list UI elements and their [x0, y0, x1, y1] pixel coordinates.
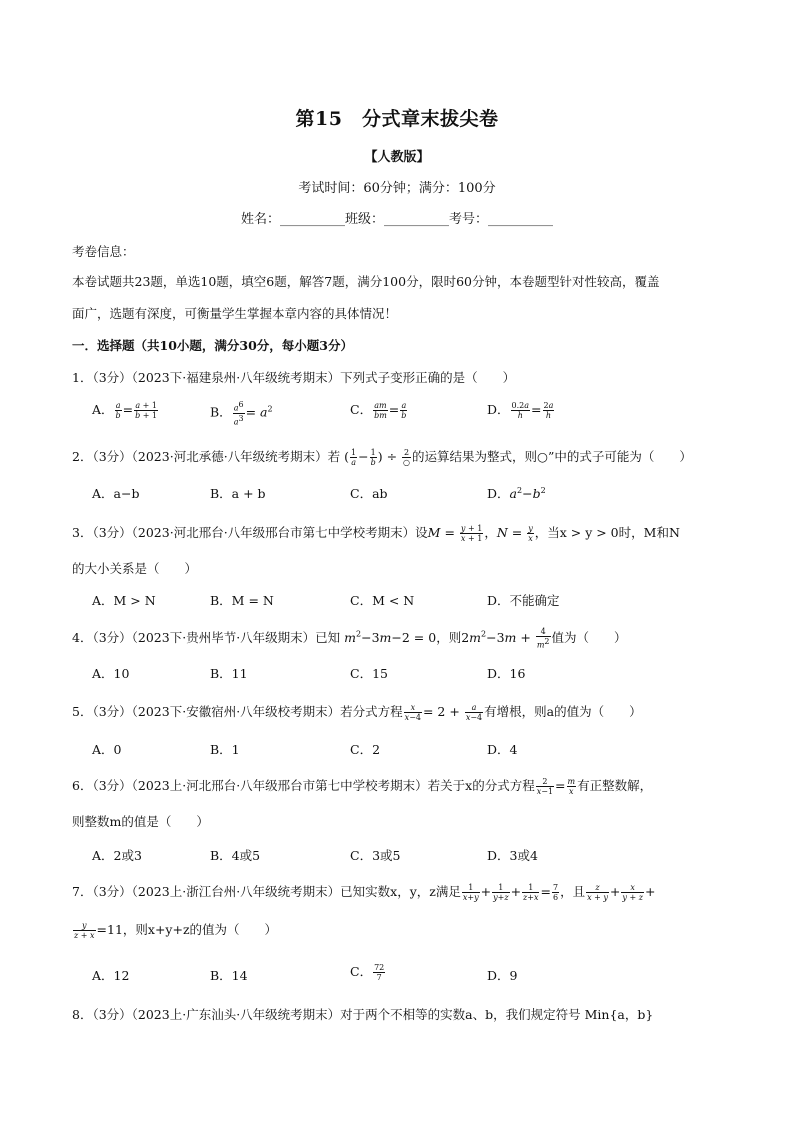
q4-option-c[interactable]: C．15	[350, 666, 388, 681]
q7-option-d[interactable]: D．9	[487, 968, 518, 983]
q7-option-b[interactable]: B．14	[210, 968, 248, 983]
q3-option-a[interactable]: A．M > N	[92, 593, 156, 608]
q4-option-d[interactable]: D．16	[487, 666, 526, 681]
student-fields	[0, 208, 794, 227]
q4-stem: 4．（3分）（2023下·贵州毕节·八年级期末）已知 $m^2-3m-2 = 0$，则$2m^2-3m$ + $\frac{4}{m^2}$ 值为（ ）	[72, 627, 627, 650]
class-label: 班级：	[344, 212, 384, 227]
q7-stem-line2: $\frac{y}{z + x}$ =11，则x+y+z的值为（ ）	[74, 921, 278, 940]
info-line-1: 本卷试题共23题，单选10题，填空6题，解答7题，满分100分，限时60分钟，本卷题型针对性较高，覆盖	[72, 274, 660, 289]
q2-stem: 2．（3分）（2023·河北承德·八年级统考期末）若 ( $\frac{1}{a}$ − $\frac{1}{b}$ ) ÷ $\frac{2}{○}$ 的运算结果为整式，则○”中的式子可能为（ ）	[72, 448, 692, 467]
q6-option-c[interactable]: C．3或5	[350, 848, 401, 863]
q7-stem: 7．（3分）（2023上·浙江台州·八年级统考期末）已知实数x，y，z满足 $\frac{1}{x+y}$ + $\frac{1}{y+z}$ + $\frac{1}{z+x}$ = $\frac{7}{6}$ ，且 $\frac{z}{x + y}$ + $\frac{x}{y + z}$ +	[72, 883, 656, 902]
info-heading: 考卷信息：	[72, 244, 135, 259]
q2-option-c[interactable]: C．ab	[350, 486, 388, 501]
q6-option-a[interactable]: A．2或3	[92, 848, 142, 863]
q4-option-b[interactable]: B．11	[210, 666, 248, 681]
q7-option-c[interactable]: C． $\frac{72}{7}$	[350, 963, 385, 982]
q5-option-c[interactable]: C．2	[350, 742, 381, 757]
name-label: 姓名：	[240, 212, 280, 227]
q3-stem-line2: 的大小关系是（ ）	[72, 561, 198, 576]
q2-option-d[interactable]: D．$a^2-b^2$	[487, 485, 546, 501]
page-title: 第15 分式章末拔尖卷	[295, 108, 499, 130]
q1-option-d[interactable]: D． $\frac{0.2a}{h}$ = $\frac{2a}{h}$	[487, 401, 554, 420]
q8-stem: 8．（3分）（2023上·广东汕头·八年级统考期末）对于两个不相等的实数a、b，我们规定符号 Min{a，b}	[72, 1007, 654, 1022]
id-blank[interactable]: __________	[488, 212, 554, 227]
id-label: 考号：	[449, 212, 489, 227]
q5-option-a[interactable]: A．0	[92, 742, 122, 757]
q5-option-d[interactable]: D．4	[487, 742, 518, 757]
q2-option-b[interactable]: B．a + b	[210, 486, 266, 501]
name-blank[interactable]: __________	[279, 212, 345, 227]
q6-option-b[interactable]: B．4或5	[210, 848, 261, 863]
q1-option-b[interactable]: B． $\frac{a^6}{a^3}$ = $a^2$	[210, 400, 273, 427]
q6-stem: 6．（3分）（2023上·河北邢台·八年级邢台市第七中学校考期末）若关于x的分式方程 $\frac{2}{x-1}$ = $\frac{m}{x}$ 有正整数解，	[72, 777, 653, 796]
section-heading: 一．选择题（共10小题，满分30分，每小题3分）	[72, 338, 353, 353]
q5-stem: 5．（3分）（2023下·安徽宿州·八年级校考期末）若分式方程 $\frac{x}{x-4}$ = 2 + $\frac{a}{x-4}$ 有增根，则a的值为（ ）	[72, 703, 642, 722]
q1-option-a[interactable]: A． $\frac{a}{b}$ = $\frac{a + 1}{b + 1}$	[92, 401, 158, 420]
q2-option-a[interactable]: A．a−b	[92, 486, 140, 501]
q3-option-b[interactable]: B．M = N	[210, 593, 274, 608]
q1-option-c[interactable]: C． $\frac{am}{bm}$ = $\frac{a}{b}$	[350, 401, 407, 420]
edition-label: 【人教版】	[364, 150, 430, 165]
class-blank[interactable]: __________	[384, 212, 449, 227]
q6-option-d[interactable]: D．3或4	[487, 848, 538, 863]
q4-option-a[interactable]: A．10	[92, 666, 130, 681]
q1-stem: 1．（3分）（2023下·福建泉州·八年级统考期末）下列式子变形正确的是（ ）	[72, 370, 516, 385]
q7-option-a[interactable]: A．12	[92, 968, 130, 983]
q5-option-b[interactable]: B．1	[210, 742, 240, 757]
q3-option-d[interactable]: D．不能确定	[487, 593, 560, 608]
q3-option-c[interactable]: C．M < N	[350, 593, 415, 608]
q6-stem-line2: 则整数m的值是（ ）	[72, 814, 209, 829]
q3-stem: 3．（3分）（2023·河北邢台·八年级邢台市第七中学校考期末）设M = $\frac{y + 1}{x + 1}$ ，N = $\frac{y}{x}$ ，当x > y > 0时，M和N	[72, 524, 680, 543]
info-line-2: 面广，选题有深度，可衡量学生掌握本章内容的具体情况！	[72, 306, 398, 321]
exam-time: 考试时间：60分钟；满分：100分	[298, 181, 496, 196]
